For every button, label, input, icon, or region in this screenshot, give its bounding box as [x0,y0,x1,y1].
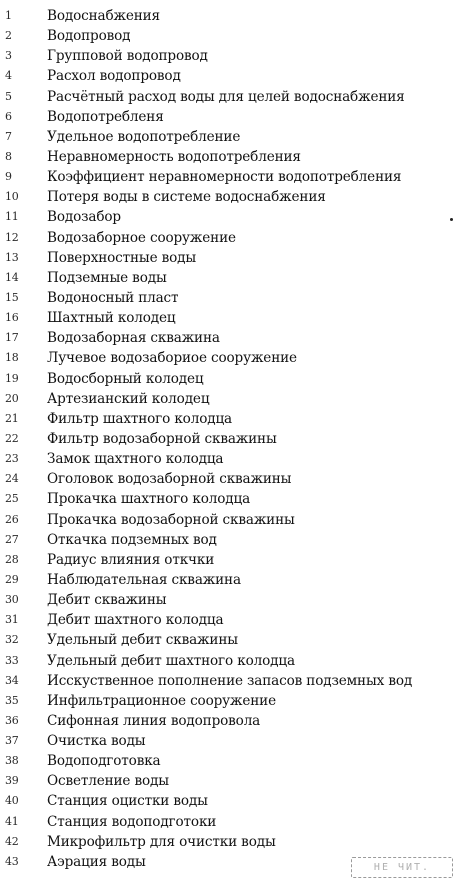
term-row [0,389,456,409]
term-number: 20 [5,391,19,405]
term-text: Радиус влияния откчки [47,551,215,568]
term-row [0,167,456,187]
term-row [0,187,456,207]
term-text: Замок щахтного колодца [47,451,224,468]
term-text: Водоподготовка [47,753,161,770]
term-row [0,228,456,248]
term-number: 12 [5,230,19,244]
term-row [0,510,456,530]
term-text: Неравномерность водопотребления [47,148,301,165]
term-row [0,87,456,107]
term-row [0,449,456,469]
term-text: Инфильтрационное сооружение [47,692,276,709]
term-number: 15 [5,290,19,304]
term-row [0,590,456,610]
term-row [0,248,456,268]
term-row [0,832,456,852]
term-number: 41 [5,814,19,828]
term-number: 43 [5,854,19,868]
term-row [0,429,456,449]
term-text: Водопровод [47,28,131,45]
term-number: 7 [5,129,12,143]
term-text: Фильтр шахтного колодца [47,410,232,427]
term-text: Водозабор [47,209,121,226]
term-text: Удельный дебит шахтного колодца [47,652,295,669]
term-number: 4 [5,69,12,83]
term-row [0,6,456,26]
term-row [0,711,456,731]
term-text: Расчётный расход воды для целей водоснабжения [47,88,405,105]
term-number: 6 [5,109,12,123]
term-text: Микрофильтр для очистки воды [47,833,276,850]
term-text: Водоносный пласт [47,289,179,306]
term-text: Потеря воды в системе водоснабжения [47,189,326,206]
term-number: 22 [5,431,19,445]
term-row [0,530,456,550]
term-row [0,791,456,811]
term-number: 19 [5,371,19,385]
term-row [0,409,456,429]
term-number: 40 [5,794,19,808]
term-row [0,651,456,671]
term-number: 42 [5,834,19,848]
term-number: 18 [5,351,19,365]
term-number: 23 [5,452,19,466]
term-number: 1 [5,9,12,22]
term-number: 29 [5,572,19,586]
term-number: 8 [5,149,12,163]
term-number: 24 [5,472,19,486]
term-text: Фильтр водозаборной скважины [47,430,277,447]
term-text: Артезианский колодец [47,390,210,407]
term-row [0,369,456,389]
term-text: Оголовок водозаборной скважины [47,471,292,488]
term-text: Водозаборное сооружение [47,229,236,246]
term-text: Водозаборная скважина [47,330,220,347]
term-text: Лучевое водозабориое сооружение [47,350,297,367]
term-number: 35 [5,693,19,707]
term-number: 25 [5,492,19,506]
term-number: 16 [5,311,19,325]
term-text: Водопотребленя [47,108,164,125]
term-number: 27 [5,532,19,546]
term-row [0,288,456,308]
term-row [0,107,456,127]
term-row [0,66,456,86]
term-number: 9 [5,170,12,184]
term-number: 33 [5,653,19,667]
term-row [0,207,456,227]
term-row [0,751,456,771]
stamp-text: НЕ ЧИТ. [373,862,431,873]
term-text: Водоснабжения [47,8,160,24]
term-row [0,550,456,570]
term-number: 37 [5,734,19,748]
term-list [0,6,456,872]
term-text: Дебит скважины [47,592,167,609]
term-text: Очистка воды [47,733,146,750]
term-text: Сифонная линия водопровола [47,712,261,729]
term-text: Станция водоподготоки [47,813,217,830]
term-text: Коэффициент неравномерности водопотребления [47,169,402,186]
term-row [0,348,456,368]
term-row [0,469,456,489]
term-text: Станция оцистки воды [47,793,208,810]
term-text: Расхол водопровод [47,68,181,85]
term-number: 31 [5,613,19,627]
term-row [0,610,456,630]
term-number: 13 [5,250,19,264]
term-text: Наблюдательная скважина [47,571,241,588]
term-row [0,328,456,348]
term-text: Шахтный колодец [47,310,176,327]
term-text: Аэрация воды [47,853,146,870]
term-number: 10 [5,190,19,204]
term-row [0,127,456,147]
term-text: Прокачка водозаборной скважины [47,511,295,528]
term-number: 14 [5,270,19,284]
term-text: Удельное водопотребление [47,128,241,145]
term-row [0,46,456,66]
term-text: Прокачка шахтного колодца [47,491,251,508]
term-number: 28 [5,552,19,566]
term-text: Исскуственное пополнение запасов подземных вод [47,672,413,689]
term-number: 5 [5,89,12,103]
term-number: 30 [5,593,19,607]
term-number: 36 [5,713,19,727]
term-number: 38 [5,754,19,768]
term-text: Поверхностные воды [47,249,197,266]
term-row [0,489,456,509]
term-row [0,691,456,711]
term-text: Осветление воды [47,773,169,790]
term-text: Водосборный колодец [47,370,204,387]
term-number: 21 [5,411,19,425]
term-row [0,26,456,46]
term-row [0,671,456,691]
term-row [0,268,456,288]
term-row [0,812,456,832]
term-number: 3 [5,49,12,63]
term-text: Откачка подземных вод [47,531,217,548]
term-number: 26 [5,512,19,526]
term-number: 39 [5,774,19,788]
term-text: Групповой водопровод [47,48,208,65]
term-number: 17 [5,331,19,345]
term-number: 34 [5,673,19,687]
scan-speck [450,218,453,221]
term-row [0,147,456,167]
term-number: 11 [5,210,19,224]
term-text: Подземные воды [47,269,167,286]
term-number: 2 [5,29,12,43]
term-row [0,570,456,590]
term-text: Удельный дебит скважины [47,632,238,649]
faded-stamp [351,857,453,878]
term-row [0,771,456,791]
term-row [0,630,456,650]
term-number: 32 [5,633,19,647]
term-row [0,731,456,751]
term-text: Дебит шахтного колодца [47,612,224,629]
term-row [0,308,456,328]
